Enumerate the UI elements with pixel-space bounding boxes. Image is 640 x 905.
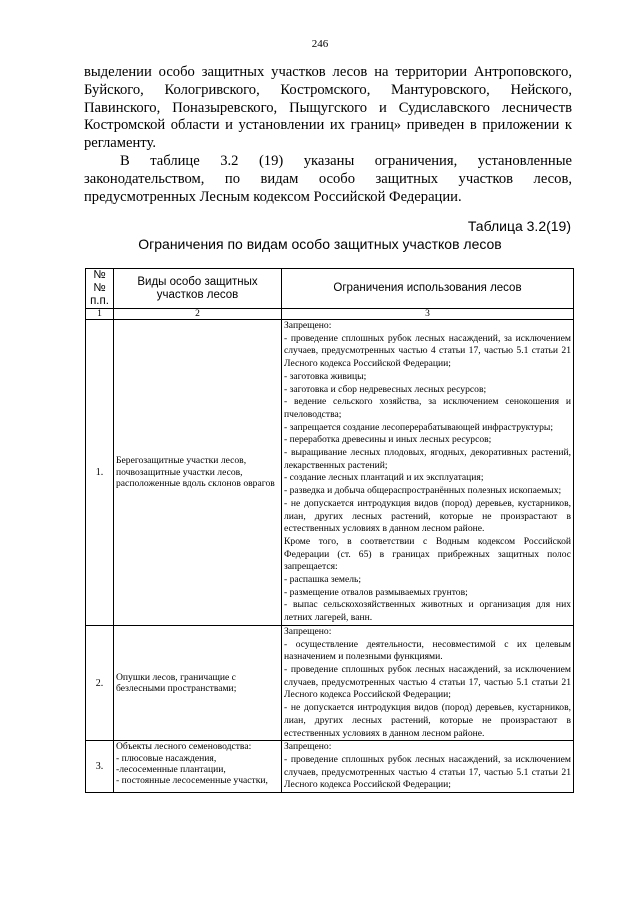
- rule-line: - создание лесных плантаций и их эксплуатация;: [284, 472, 484, 484]
- kind-line: - постоянные лесосеменные участки,: [116, 775, 268, 787]
- rule-line: Запрещено:: [284, 320, 332, 331]
- intro-text: [84, 64, 572, 206]
- rule-line: - переработка древесины и иных лесных ресурсов;: [284, 434, 492, 446]
- rule-line: Кроме того, в соответствии с Водным кодексом Российской Федерации (ст. 65) в границах прибрежных защитных полос запрещается:: [284, 535, 571, 573]
- column-number-row: [86, 309, 574, 320]
- kind-line: - плюсовые насаждения,: [116, 752, 217, 764]
- table-row: [86, 741, 574, 793]
- header-kind: Виды особо защитных участков лесов: [114, 269, 282, 309]
- rule-line: - запрещается создание лесоперерабатывающей инфраструктуры;: [284, 421, 553, 433]
- col-number: 2: [114, 309, 282, 320]
- rule-line: - распашка земель;: [284, 574, 362, 586]
- kind-line: Опушки лесов, граничащие с безлесными пространствами;: [116, 671, 237, 695]
- rule-line: - размещение отвалов размываемых грунтов;: [284, 586, 468, 598]
- rule-line: - проведение сплошных рубок лесных насаждений, за исключением случаев, предусмотренных частью 4 статьи 17, частью 5.1 статьи 21 Лесного кодекса Российской Федерации;: [284, 332, 571, 370]
- rule-line: - разведка и добыча общераспространённых полезных ископаемых;: [284, 485, 562, 497]
- table-title: Ограничения по видам особо защитных участков лесов: [138, 236, 502, 252]
- kind-line: Объекты лесного семеноводства:: [116, 741, 252, 753]
- rule-line: - заготовка живицы;: [284, 370, 367, 382]
- protected-area-kind: [114, 741, 282, 793]
- header-rules: Ограничения использования лесов: [282, 269, 574, 309]
- kind-line: Берегозащитные участки лесов, почвозащитные участки лесов, расположенные вдоль склонов оврагов: [116, 455, 275, 490]
- rule-line: - проведение сплошных рубок лесных насаждений, за исключением случаев, предусмотренных частью 4 статьи 17, частью 5.1 статьи 21 Лесного кодекса Российской Федерации;: [284, 663, 571, 701]
- rule-line: - осуществление деятельности, несовместимой с их целевым назначением и полезными функциями.: [284, 638, 571, 663]
- rule-line: - проведение сплошных рубок лесных насаждений, за исключением случаев, предусмотренных частью 4 статьи 17, частью 5.1 статьи 21 Лесного кодекса Российской Федерации;: [284, 753, 571, 791]
- header-num: №№ п.п.: [86, 269, 114, 309]
- rule-line: - выращивание лесных плодовых, ягодных, декоративных растений, лекарственных растений;: [284, 447, 571, 471]
- restrictions-cell: [282, 625, 574, 740]
- rule-line: - не допускается интродукция видов (пород) деревьев, кустарников, лиан, других лесных растений, которые не произрастают в естественных условиях в данном лесном районе.: [284, 702, 571, 739]
- rule-line: - не допускается интродукция видов (пород) деревьев, кустарников, лиан, других лесных растений, которые не произрастают в естественных условиях в данном лесном районе.: [284, 497, 571, 535]
- intro-paragraph-2: В таблице 3.2 (19) указаны ограничения, установленные законодательством, по видам особо защитных участков лесов, предусмотренных Лесным кодексом Российской Федерации.: [84, 152, 572, 205]
- rule-line: Запрещено:: [284, 625, 332, 637]
- col-number: 1: [86, 309, 114, 320]
- row-number: 1.: [86, 320, 114, 626]
- page-number: 246: [311, 38, 329, 50]
- table-row: [86, 320, 574, 626]
- row-number: 2.: [86, 625, 114, 740]
- rule-line: Запрещено:: [284, 741, 332, 753]
- rule-line: - выпас сельскохозяйственных животных и организация для них летних лагерей, ванн.: [284, 599, 571, 624]
- rule-line: - ведение сельского хозяйства, за исключением сенокошения и пчеловодства;: [284, 396, 571, 420]
- restrictions-table: [85, 268, 574, 793]
- intro-paragraph-1: выделении особо защитных участков лесов на территории Антроповского, Буйского, Кологривского, Костромского, Мантуровского, Нейского, Павинского, Поназыревского, Пыщугского и Судиславского лесничеств Костромской области и установлении их границ» приведен в приложении к регламенту.: [84, 64, 572, 152]
- restrictions-cell: [282, 320, 574, 626]
- rule-line: - заготовка и сбор недревесных лесных ресурсов;: [284, 383, 487, 395]
- col-number: 3: [282, 309, 574, 320]
- protected-area-kind: [114, 320, 282, 626]
- row-number: 3.: [86, 741, 114, 793]
- protected-area-kind: [114, 625, 282, 740]
- restrictions-cell: [282, 741, 574, 793]
- table-row: [86, 625, 574, 740]
- table-number: Таблица 3.2(19): [467, 218, 571, 234]
- kind-line: -лесосеменные плантации,: [116, 764, 226, 776]
